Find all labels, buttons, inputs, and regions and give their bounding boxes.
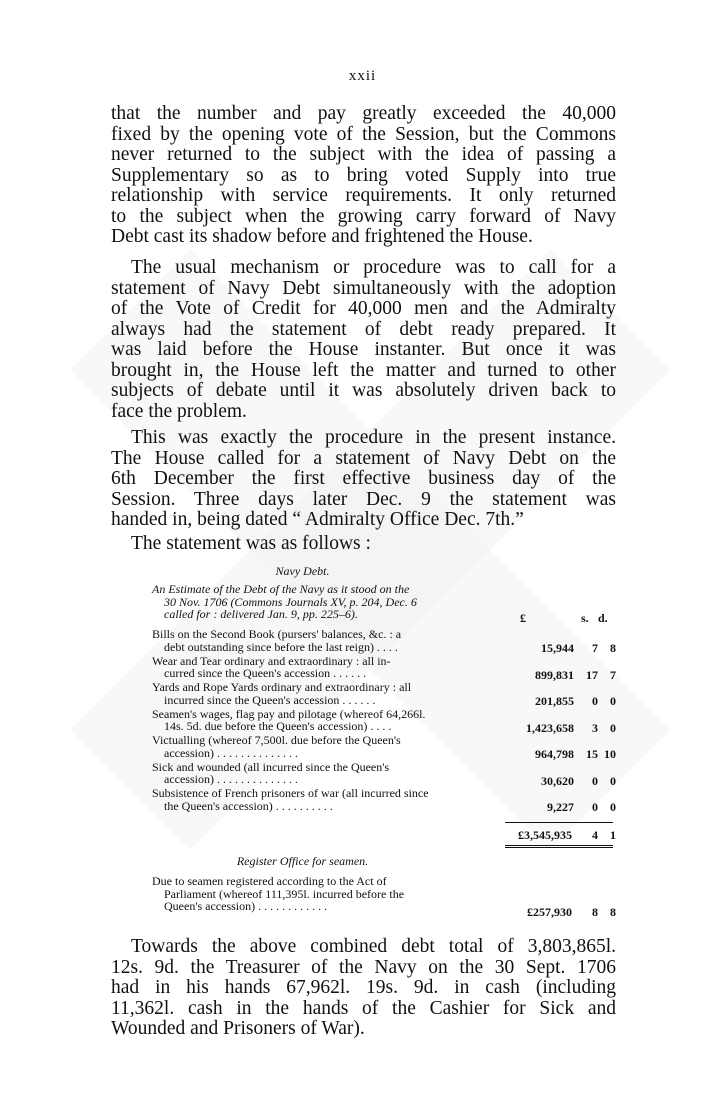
table-row — [152, 734, 617, 760]
text-line: subjects of debate until it was absolutely driven back to — [111, 380, 616, 401]
row-description — [152, 761, 500, 786]
row-description — [152, 655, 500, 680]
row-description-line: curred since the Queen's accession . . . . . . — [164, 666, 367, 680]
text-line: statement of Navy Debt simultaneously with the adoption — [111, 277, 616, 299]
total-double-rule — [505, 845, 613, 848]
total-pounds: £3,545,935 — [518, 828, 572, 842]
register-pounds: £257,930 — [527, 905, 572, 919]
estimate-line: 30 Nov. 1706 (Commons Journals XV, p. 204, Dec. 6 — [164, 594, 417, 609]
register-description — [152, 875, 500, 913]
row-description-line: 14s. 5d. due before the Queen's accession) . . . . — [164, 719, 392, 733]
row-description-line: Wear and Tear ordinary and extraordinary : all in- — [152, 653, 391, 668]
column-header-pence: d. — [598, 611, 608, 625]
row-description — [152, 708, 500, 733]
row-shillings: 15 — [586, 747, 598, 761]
text-line: never returned to the subject with the idea of passing a — [111, 144, 616, 165]
row-pence: 0 — [610, 773, 616, 788]
row-pounds: 201,855 — [535, 694, 574, 708]
row-pence: 0 — [610, 720, 616, 735]
text-line: to the subject when the growing carry forward of Navy — [111, 205, 616, 227]
closing-paragraph — [111, 937, 616, 1040]
row-description — [152, 628, 500, 653]
register-title: Register Office for seamen. — [236, 854, 369, 868]
row-shillings: 7 — [592, 641, 598, 655]
row-pounds: 964,798 — [535, 747, 574, 761]
table-row — [152, 761, 617, 787]
text-line: Towards the above combined debt total of 3,803,865l. — [131, 936, 616, 957]
text-line: relationship with service requirements. It only returned — [111, 185, 616, 206]
register-line: Queen's accession) . . . . . . . . . . . . — [164, 899, 328, 913]
text-line: handed in, being dated “ Admiralty Office Dec. 7th.” — [111, 509, 524, 530]
row-pence: 0 — [610, 694, 616, 708]
row-description-line: accession) . . . . . . . . . . . . . . — [164, 772, 298, 786]
statement-intro: The statement was as follows : — [131, 533, 371, 554]
row-description-line: Victualling (whereof 7,500l. due before the Queen's — [152, 733, 401, 747]
row-shillings: 0 — [592, 773, 598, 788]
row-pounds: 15,944 — [541, 641, 574, 655]
text-line: The usual mechanism or procedure was to call for a — [131, 257, 616, 278]
page-number: xxii — [348, 68, 377, 84]
row-description-line: Yards and Rope Yards ordinary and extraordinary : all — [152, 680, 412, 694]
table-row — [152, 708, 617, 734]
register-shillings: 8 — [592, 905, 598, 919]
row-description-line: Subsistence of French prisoners of war (all incurred since — [152, 786, 429, 800]
text-line: that the number and pay greatly exceeded the 40,000 — [111, 103, 616, 124]
row-description-line: the Queen's accession) . . . . . . . . . . — [164, 798, 333, 813]
row-description-line: Seamen's wages, flag pay and pilotage (whereof 64,266l. — [152, 706, 426, 721]
paragraph-1 — [111, 104, 616, 248]
paragraph-3 — [111, 428, 616, 531]
text-line: Wounded and Prisoners of War). — [111, 1018, 365, 1039]
row-description-line: Bills on the Second Book (pursers' balances, &c. : a — [152, 627, 402, 641]
row-shillings: 0 — [592, 694, 598, 708]
text-line: Debt cast its shadow before and frightened the House. — [111, 226, 533, 247]
row-shillings: 17 — [586, 667, 598, 682]
row-pence: 0 — [610, 800, 616, 814]
table-row — [152, 681, 617, 707]
register-pence: 8 — [610, 905, 616, 919]
text-line: fixed by the opening vote of the Session, but the Commons — [111, 123, 616, 145]
table-row — [152, 655, 617, 681]
text-line: 11,362l. cash in the hands of the Cashier for Sick and — [111, 997, 616, 1019]
row-description — [152, 734, 500, 759]
row-pence: 7 — [610, 667, 616, 682]
row-shillings: 0 — [592, 800, 598, 814]
text-line: always had the statement of debt ready prepared. It — [111, 318, 616, 340]
text-line: was laid before the House instanter. But once it was — [111, 339, 616, 360]
text-line: This was exactly the procedure in the present instance. — [131, 427, 616, 448]
text-line: of the Vote of Credit for 40,000 men and the Admiralty — [111, 298, 616, 319]
row-pounds: 30,620 — [541, 773, 574, 788]
table-row — [152, 787, 617, 813]
row-pounds: 9,227 — [547, 800, 574, 814]
row-pounds: 1,423,658 — [526, 720, 574, 735]
register-line: Parliament (whereof 111,395l. incurred before the — [164, 886, 405, 901]
text-line: had in his hands 67,962l. 19s. 9d. in cash (including — [111, 977, 616, 998]
row-description-line: Sick and wounded (all incurred since the Queen's — [152, 759, 390, 774]
estimate-line: called for : delivered Jan. 9, pp. 225–6). — [164, 607, 358, 621]
estimate-heading — [152, 583, 502, 621]
text-line: Supplementary so as to bring voted Supply into true — [111, 164, 616, 186]
total-pence: 1 — [610, 828, 616, 842]
register-line: Due to seamen registered according to the Act of — [152, 874, 387, 888]
text-line: The House called for a statement of Navy Debt on the — [111, 447, 616, 469]
row-description-line: debt outstanding since before the last reign) . . . . — [164, 639, 398, 654]
column-header-shillings: s. — [581, 611, 589, 625]
row-shillings: 3 — [592, 720, 598, 735]
text-line: face the problem. — [111, 400, 247, 422]
text-line: brought in, the House left the matter and turned to other — [111, 359, 616, 381]
table-title: Navy Debt. — [275, 564, 330, 578]
table-row — [152, 628, 617, 654]
row-pounds: 899,831 — [535, 667, 574, 682]
row-description — [152, 787, 500, 812]
row-description-line: incurred since the Queen's accession . . . . . . — [164, 692, 376, 707]
text-line: 6th December the first effective business day of the — [111, 468, 616, 489]
paragraph-2 — [111, 258, 616, 422]
row-description-line: accession) . . . . . . . . . . . . . . — [164, 745, 298, 760]
row-pence: 8 — [610, 641, 616, 655]
text-line: 12s. 9d. the Treasurer of the Navy on the 30 Sept. 1706 — [111, 956, 616, 978]
row-pence: 10 — [604, 747, 616, 761]
estimate-line: An Estimate of the Debt of the Navy as it stood on the — [152, 582, 410, 596]
total-shillings: 4 — [592, 828, 598, 842]
sum-rule — [505, 822, 613, 823]
column-header-pounds: £ — [520, 611, 526, 625]
text-line: Session. Three days later Dec. 9 the statement was — [111, 488, 616, 510]
row-description — [152, 681, 500, 706]
